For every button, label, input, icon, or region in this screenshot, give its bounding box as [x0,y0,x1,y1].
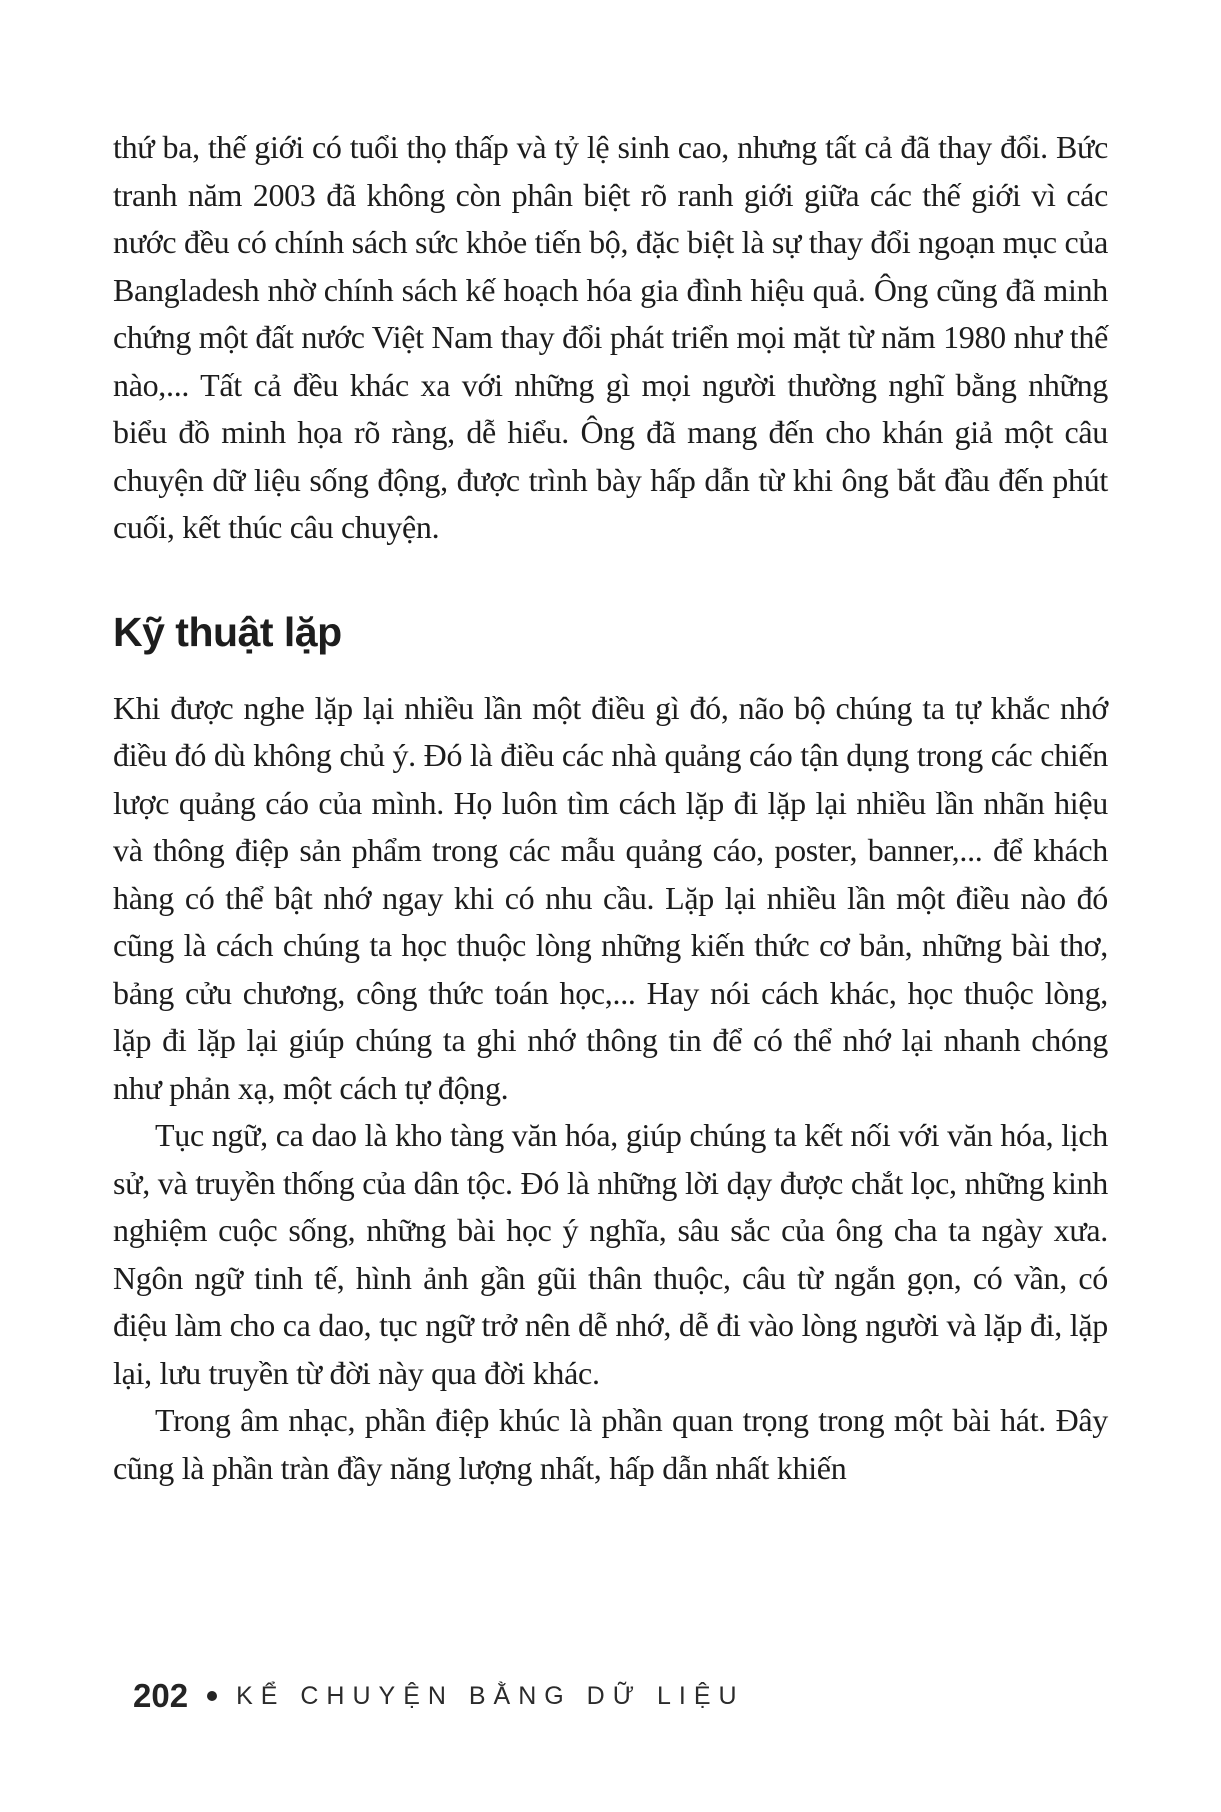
section-heading: Kỹ thuật lặp [113,608,342,655]
page-content [113,124,1108,1492]
body-paragraph: Khi được nghe lặp lại nhiều lần một điều gì đó, não bộ chúng ta tự khắc nhớ điều đó dù không chủ ý. Đó là điều các nhà quảng cáo tận dụng trong các chiến lược quảng cáo của mình. Họ luôn tìm cách lặp đi lặp lại nhiều lần nhãn hiệu và thông điệp sản phẩm trong các mẫu quảng cáo, poster, banner,... để khách hàng có thể bật nhớ ngay khi có nhu cầu. Lặp lại nhiều lần một điều nào đó cũng là cách chúng ta học thuộc lòng những kiến thức cơ bản, những bài thơ, bảng cửu chương, công thức toán học,... Hay nói cách khác, học thuộc lòng, lặp đi lặp lại giúp chúng ta ghi nhớ thông tin để có thể nhớ lại nhanh chóng như phản xạ, một cách tự động. [113,689,1108,1106]
body-paragraph: thứ ba, thế giới có tuổi thọ thấp và tỷ lệ sinh cao, nhưng tất cả đã thay đổi. Bức tranh năm 2003 đã không còn phân biệt rõ ranh giới giữa các thế giới vì các nước đều có chính sách sức khỏe tiến bộ, đặc biệt là sự thay đổi ngoạn mục của Bangladesh nhờ chính sách kế hoạch hóa gia đình hiệu quả. Ông cũng đã minh chứng một đất nước Việt Nam thay đổi phát triển mọi mặt từ năm 1980 như thế nào,... Tất cả đều khác xa với những gì mọi người thường nghĩ bằng những biểu đồ minh họa rõ ràng, dễ hiểu. Ông đã mang đến cho khán giả một câu chuyện dữ liệu sống động, được trình bày hấp dẫn từ khi ông bắt đầu đến phút cuối, kết thúc câu chuyện. [113,129,1108,545]
body-paragraph: Tục ngữ, ca dao là kho tàng văn hóa, giúp chúng ta kết nối với văn hóa, lịch sử, và truyền thống của dân tộc. Đó là những lời dạy được chắt lọc, những kinh nghiệm cuộc sống, những bài học ý nghĩa, sâu sắc của ông cha ta ngày xưa. Ngôn ngữ tinh tế, hình ảnh gần gũi thân thuộc, câu từ ngắn gọn, có vần, có điệu làm cho ca dao, tục ngữ trở nên dễ nhớ, dễ đi vào lòng người và lặp đi, lặp lại, lưu truyền từ đời này qua đời khác. [113,1117,1108,1391]
body-paragraph: Trong âm nhạc, phần điệp khúc là phần quan trọng trong một bài hát. Đây cũng là phần tràn đầy năng lượng nhất, hấp dẫn nhất khiến [113,1402,1108,1486]
page-footer [133,1678,745,1714]
bullet-separator-icon [207,1691,217,1701]
page-number: 202 [133,1677,189,1714]
book-title: KỂ CHUYỆN BẰNG DỮ LIỆU [236,1682,745,1710]
